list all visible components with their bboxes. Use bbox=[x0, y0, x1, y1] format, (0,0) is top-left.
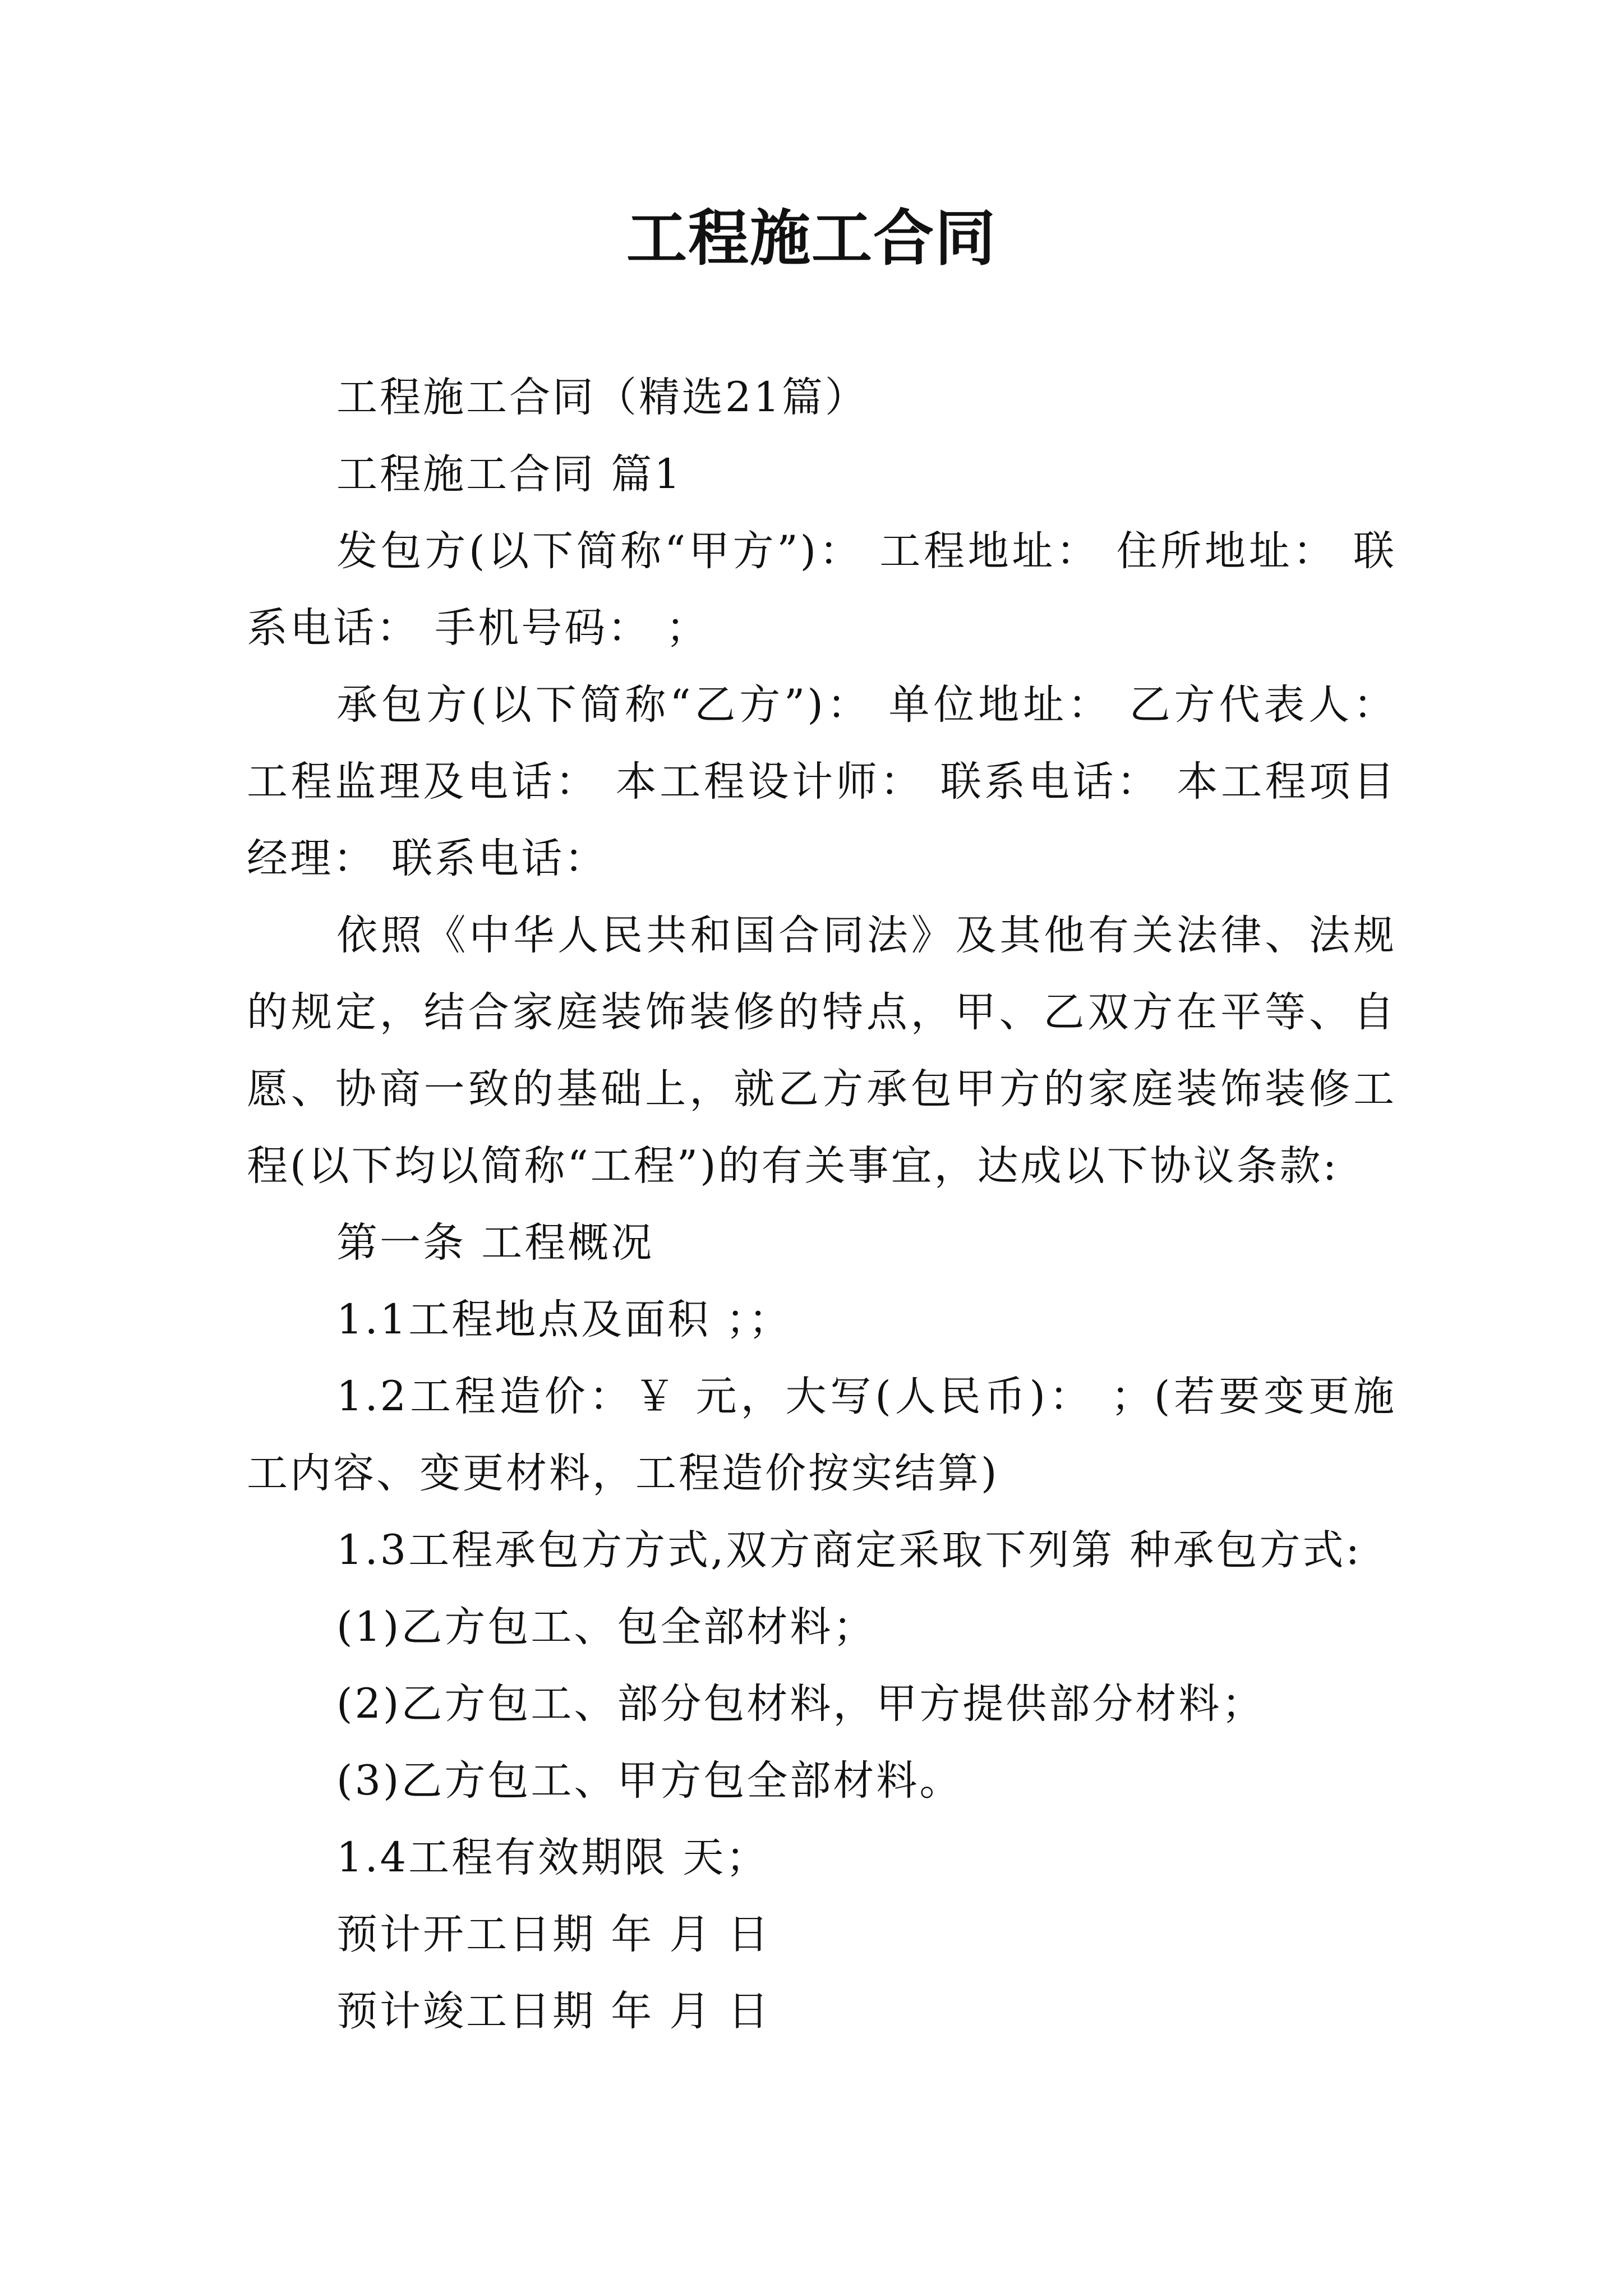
document-body bbox=[247, 359, 1396, 2050]
paragraph-subtitle: 工程施工合同（精选21篇） bbox=[336, 374, 868, 421]
paragraph-party-a: 发包方(以下简称“甲方”)： 工程地址： 住所地址： 联系电话： 手机号码： ； bbox=[247, 527, 1396, 652]
paragraph-option-1: (1)乙方包工、包全部材料； bbox=[336, 1603, 877, 1651]
paragraph-option-3: (3)乙方包工、甲方包全部材料。 bbox=[336, 1757, 963, 1805]
paragraph-clause-1-4: 1.4工程有效期限 天； bbox=[336, 1834, 769, 1881]
paragraph-preamble: 依照《中华人民共和国合同法》及其他有关法律、法规的规定，结合家庭装饰装修的特点，甲、乙双方在平等、自愿、协商一致的基础上，就乙方承包甲方的家庭装饰装修工程(以下均以简称“工程”)的有关事宜，达成以下协议条款: bbox=[247, 912, 1396, 1190]
paragraph-clause-1-3: 1.3工程承包方方式,双方商定采取下列第 种承包方式: bbox=[336, 1526, 1362, 1574]
paragraph-article-1-heading: 第一条 工程概况 bbox=[336, 1219, 654, 1267]
paragraph-start-date: 预计开工日期 年 月 日 bbox=[336, 1911, 771, 1958]
paragraph-end-date: 预计竣工日期 年 月 日 bbox=[336, 1987, 771, 2035]
document-title: 工程施工合同 bbox=[626, 203, 997, 274]
paragraph-section-heading: 工程施工合同 篇1 bbox=[336, 450, 683, 498]
paragraph-option-2: (2)乙方包工、部分包材料，甲方提供部分材料； bbox=[336, 1680, 1265, 1728]
paragraph-party-b: 承包方(以下简称“乙方”)： 单位地址： 乙方代表人： 工程监理及电话： 本工程设计师： 联系电话： 本工程项目经理： 联系电话： bbox=[247, 681, 1396, 882]
paragraph-clause-1-1: 1.1工程地点及面积 ；； bbox=[336, 1296, 792, 1343]
paragraph-clause-1-2: 1.2工程造价：￥ 元，大写(人民币)： ；(若要变更施工内容、变更材料，工程造价按实结算) bbox=[247, 1373, 1396, 1497]
